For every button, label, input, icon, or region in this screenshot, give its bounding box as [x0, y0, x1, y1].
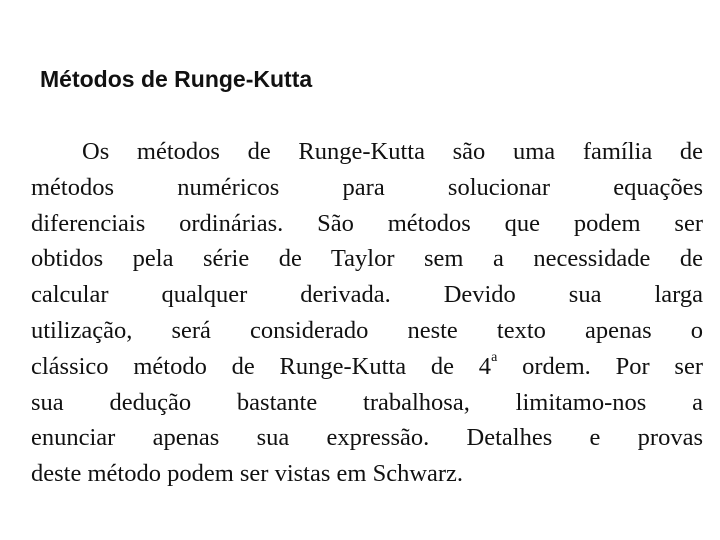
paragraph-line: enunciar apenas sua expressão. Detalhes e provas [31, 424, 703, 452]
paragraph-line: deste método podem ser vistas em Schwarz. [31, 460, 464, 488]
paragraph-text: ordem. Por ser [522, 352, 703, 380]
paragraph-line: calcular qualquer derivada. Devido sua larga [31, 281, 703, 309]
paragraph-line: métodos numéricos para solucionar equações [31, 173, 703, 201]
paragraph-line: diferenciais ordinárias. São métodos que podem ser [31, 209, 703, 237]
paragraph-line: Os métodos de Runge-Kutta são uma família de [82, 138, 703, 165]
paragraph-text: clássico método de Runge-Kutta de 4 [31, 352, 492, 380]
paragraph-line: sua dedução bastante trabalhosa, limitamo-nos a [31, 388, 703, 416]
paragraph-line [31, 349, 703, 385]
slide-title: Métodos de Runge-Kutta [40, 66, 313, 92]
paragraph-line: obtidos pela série de Taylor sem a necessidade de [31, 245, 703, 273]
ordinal-superscript: a [491, 349, 498, 365]
paragraph-line: utilização, será considerado neste texto apenas o [31, 316, 703, 344]
body-paragraph [31, 134, 703, 492]
